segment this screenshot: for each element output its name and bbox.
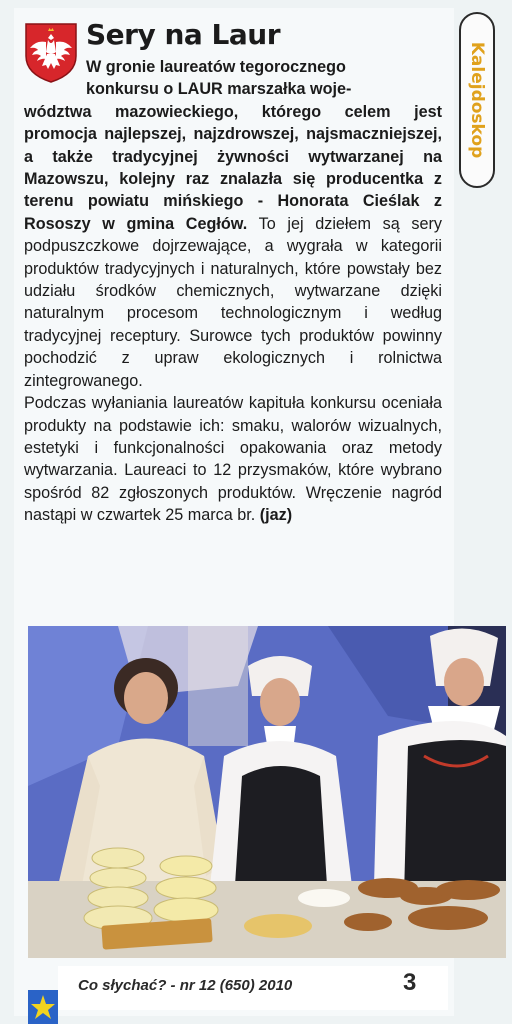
publication-info: Co słychać? - nr 12 (650) 2010: [78, 977, 293, 994]
lead-text: wództwa mazowieckiego, którego celem jest promocja najlepszej, najzdrowszej, najsmaczniejszej, a także tradycyjnej żywności wytwarzanej na Mazowszu, kolejny raz znalazła się producentka z terenu powiatu mińskiego - Honorata Cieślak z Rososzy w gmina Cegłów.: [24, 102, 442, 233]
body-paragraph-2: Podczas wyłaniania laureatów kapituła konkursu oceniała produkty na podstawie ich: smaku, walorów wizualnych, estetyki i funkcjonalności opakowania oraz metody wytwarzania. Laureaci to 12 przysmaków, które wybrano spośród 82 zgłoszonych produktów. Wręczenie nagród nastąpi w czwartek 25 marca br.: [24, 394, 442, 525]
lead-line-2: konkursu o LAUR marszałka woje-: [86, 80, 352, 99]
cheese-stack-right: [154, 856, 218, 922]
section-tab-label: Kalejdoskop: [467, 41, 487, 159]
article-photo: [28, 626, 506, 958]
section-tab: [459, 12, 495, 188]
publisher-logo-icon: [28, 990, 58, 1024]
page-number: 3: [403, 969, 417, 996]
body-paragraph-1: To jej dziełem są sery podpuszczkowe dojrzewające, a wygrała w kategorii produktów tradycyjnych i naturalnych, które powstały bez udziału środków chemicznych, wytwarzane dzięki naturalnym procesom technologicznym i według tradycyjnej receptury. Surowce tych produktów powinny pochodzić z upraw ekologicznych i rolnictwa zintegrowanego.: [24, 214, 442, 390]
article-lead: [24, 56, 442, 392]
article-title: Sery na Laur: [86, 18, 281, 51]
article-paragraph-2: [24, 392, 442, 526]
author-signature: (jaz): [259, 506, 293, 525]
lead-line-1: W gronie laureatów tegorocznego: [86, 58, 346, 76]
article-body: [24, 56, 442, 527]
